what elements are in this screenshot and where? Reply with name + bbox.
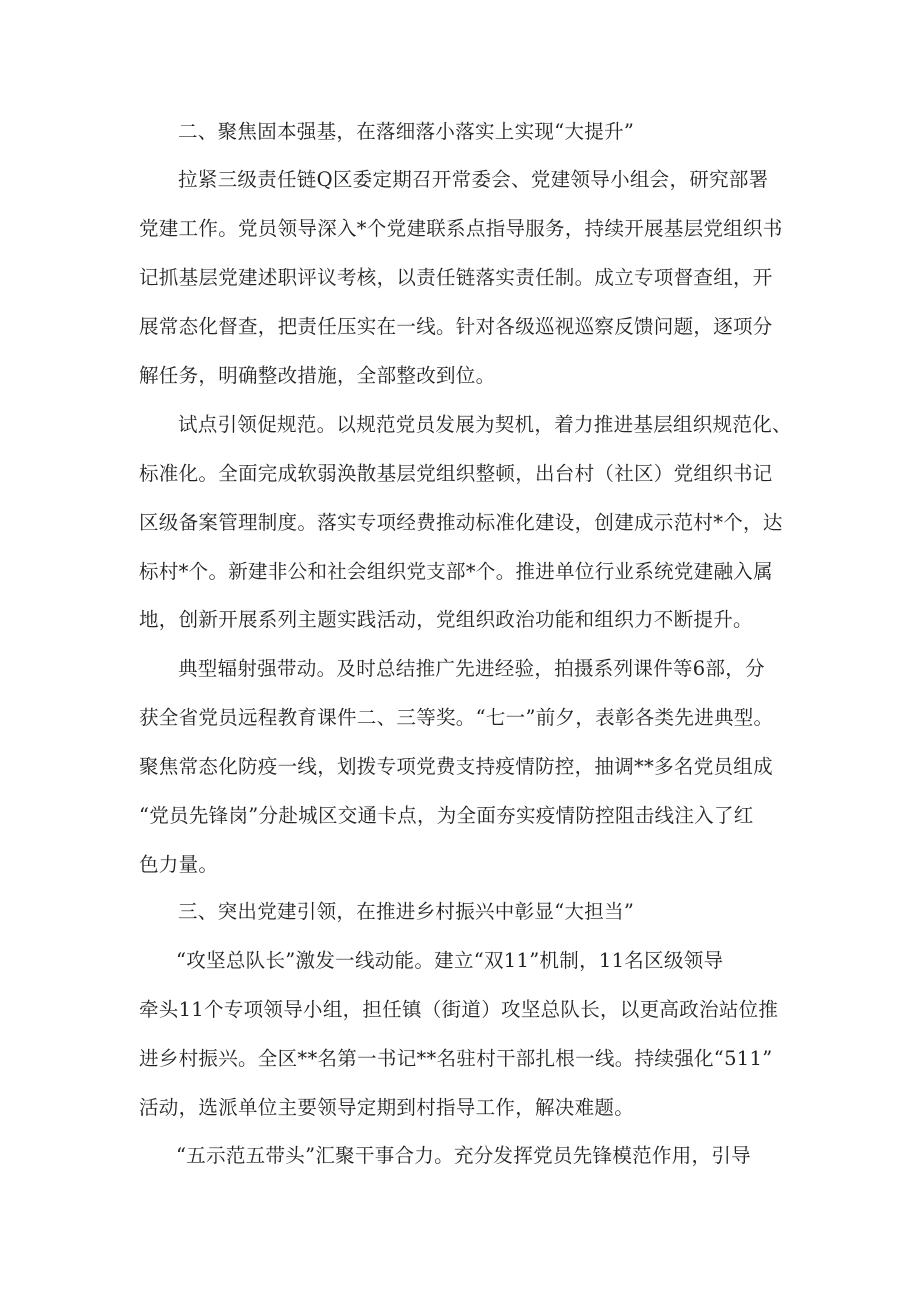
paragraph-line: 试点引领促规范。以规范党员发展为契机，着力推进基层组织规范化、 [178,413,792,436]
paragraph-line: “党员先锋岗”分赴城区交通卡点，为全面夯实疫情防控阻击线注入了红 [139,804,754,827]
paragraph-line: 进乡村振兴。全区**名第一书记**名驻村干部扎根一线。持续强化“511” [139,1047,773,1070]
paragraph-line: 记抓基层党建述职评议考核，以责任链落实责任制。成立专项督查组，开 [139,266,773,289]
paragraph-line: 解任务，明确整改措施，全部整改到位。 [139,364,496,387]
paragraph-line: 色力量。 [139,853,219,876]
section-heading-2: 二、聚焦固本强基，在落细落小落实上实现“大提升” [178,120,635,143]
paragraph-line: 党建工作。党员领导深入*个党建联系点指导服务，持续开展基层党组织书 [139,217,783,240]
paragraph-line: 典型辐射强带动。及时总结推广先进经验，拍摄系列课件等6部，分 [178,657,765,680]
paragraph-line: “五示范五带头”汇聚干事合力。充分发挥党员先锋模范作用，引导 [176,1144,751,1167]
paragraph-line: 地，创新开展系列主题实践活动，党组织政治功能和组织力不断提升。 [139,608,753,631]
paragraph-line: 拉紧三级责任链Q区委定期召开常委会、党建领导小组会，研究部署 [178,168,769,191]
paragraph-line: 区级备案管理制度。落实专项经费推动标准化建设，创建成示范村*个，达 [139,511,783,534]
section-heading-3: 三、突出党建引领，在推进乡村振兴中彰显“大担当” [178,900,635,923]
paragraph-line: 标准化。全面完成软弱涣散基层党组织整顿，出台村（社区）党组织书记 [139,462,773,485]
paragraph-line: 标村*个。新建非公和社会组织党支部*个。推进单位行业系统党建融入属 [139,560,773,583]
paragraph-line: 获全省党员远程教育课件二、三等奖。“七一”前夕，表彰各类先进典型。 [139,706,774,729]
paragraph-line: “攻坚总队长”激发一线动能。建立“双11”机制，11名区级领导 [176,949,724,972]
paragraph-line: 活动，选派单位主要领导定期到村指导工作，解决难题。 [139,1096,635,1119]
paragraph-line: 牵头11个专项领导小组，担任镇（街道）攻坚总队长，以更高政治站位推 [139,998,779,1021]
paragraph-line: 展常态化督查，把责任压实在一线。针对各级巡视巡察反馈问题，逐项分 [139,315,773,338]
paragraph-line: 聚焦常态化防疫一线，划拨专项党费支持疫情防控，抽调**多名党员组成 [139,755,773,778]
